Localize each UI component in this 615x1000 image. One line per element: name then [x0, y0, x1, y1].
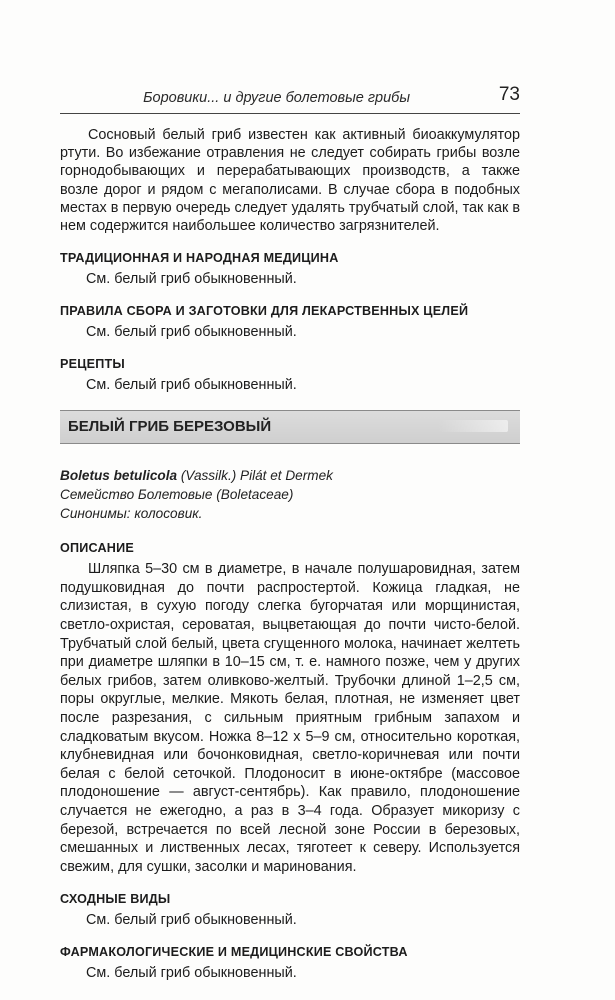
section-text-pharmacological-properties: См. белый гриб обыкновенный.	[86, 965, 297, 982]
section-text-recipes: См. белый гриб обыкновенный.	[86, 377, 297, 394]
section-heading-recipes: РЕЦЕПТЫ	[60, 357, 125, 372]
page-number: 73	[498, 84, 520, 105]
section-heading-pharmacological-properties: ФАРМАКОЛОГИЧЕСКИЕ И МЕДИЦИНСКИЕ СВОЙСТВА	[60, 945, 408, 960]
latin-authors: (Vassilk.) Pilát et Dermek	[180, 468, 333, 484]
latin-name: Boletus betulicola	[60, 468, 178, 484]
section-heading-collection-rules: ПРАВИЛА СБОРА И ЗАГОТОВКИ ДЛЯ ЛЕКАРСТВЕННЫХ ЦЕЛЕЙ	[60, 304, 469, 319]
section-text-collection-rules: См. белый гриб обыкновенный.	[86, 324, 297, 341]
description-section	[60, 541, 520, 876]
section-heading-traditional-medicine: ТРАДИЦИОННАЯ И НАРОДНАЯ МЕДИЦИНА	[60, 251, 339, 266]
header-rule	[60, 113, 520, 114]
section-heading-similar-species: СХОДНЫЕ ВИДЫ	[60, 892, 171, 907]
species-banner	[60, 410, 520, 444]
species-info	[60, 466, 520, 523]
section-text-similar-species: См. белый гриб обыкновенный.	[86, 912, 297, 929]
description-paragraph: Шляпка 5–30 см в диаметре, в начале полушаровидная, затем подушковидная до почти распростертой. Кожица гладкая, не слизистая, в сухую погоду слегка бугорчатая или морщинистая, светло-охристая, сероватая, выцветающая до почти чисто-белой. Трубчатый слой белый, цвета сгущенного молока, начинает желтеть при диаметре шляпки в 10–15 см, т. е. намного позже, чем у других белых грибов, затем оливково-желтый. Трубочки длиной 1–2,5 см, поры округлые, мелкие. Мякоть белая, плотная, не изменяет цвет после разрезания, с сильным приятным грибным запахом и сладковатым вкусом. Ножка 8–12 х 5–9 см, относительно короткая, клубневидная или бочонковидная, светло-коричневая или почти белая с белой сеточкой. Плодоносит в июне-октябре (массовое плодоношение — август-сентябрь). Как правило, плодоношение случается не ежегодно, а раз в 3–4 года. Образует микоризу с березой, встречается по всей лесной зоне России в березовых, смешанных и лиственных лесах, тяготеет к северу. Используется свежим, для сушки, засолки и маринования.	[60, 561, 520, 875]
species-title: БЕЛЫЙ ГРИБ БЕРЕЗОВЫЙ	[68, 418, 272, 436]
banner-ornament	[438, 420, 508, 432]
section-heading-description: ОПИСАНИЕ	[60, 541, 134, 556]
family-line: Семейство Болетовые (Boletaceae)	[60, 487, 294, 503]
synonyms-line: Синонимы: колосовик.	[60, 506, 203, 522]
running-header	[60, 84, 520, 112]
latin-name-line	[60, 466, 520, 485]
intro-paragraph: Сосновый белый гриб известен как активный биоаккумулятор ртути. Во избежание отравления не следует собирать грибы возле горнодобывающих и перерабатывающих производств, а также возле дорог и рядом с мегаполисами. В случае сбора в подобных местах в первую очередь следует удалять трубчатый слой, так как в нем содержится наибольшее количество загрязнителей.	[60, 127, 520, 235]
section-text-traditional-medicine: См. белый гриб обыкновенный.	[86, 271, 297, 288]
page-body	[60, 126, 520, 982]
running-title: Боровики... и другие болетовые грибы	[143, 90, 410, 106]
